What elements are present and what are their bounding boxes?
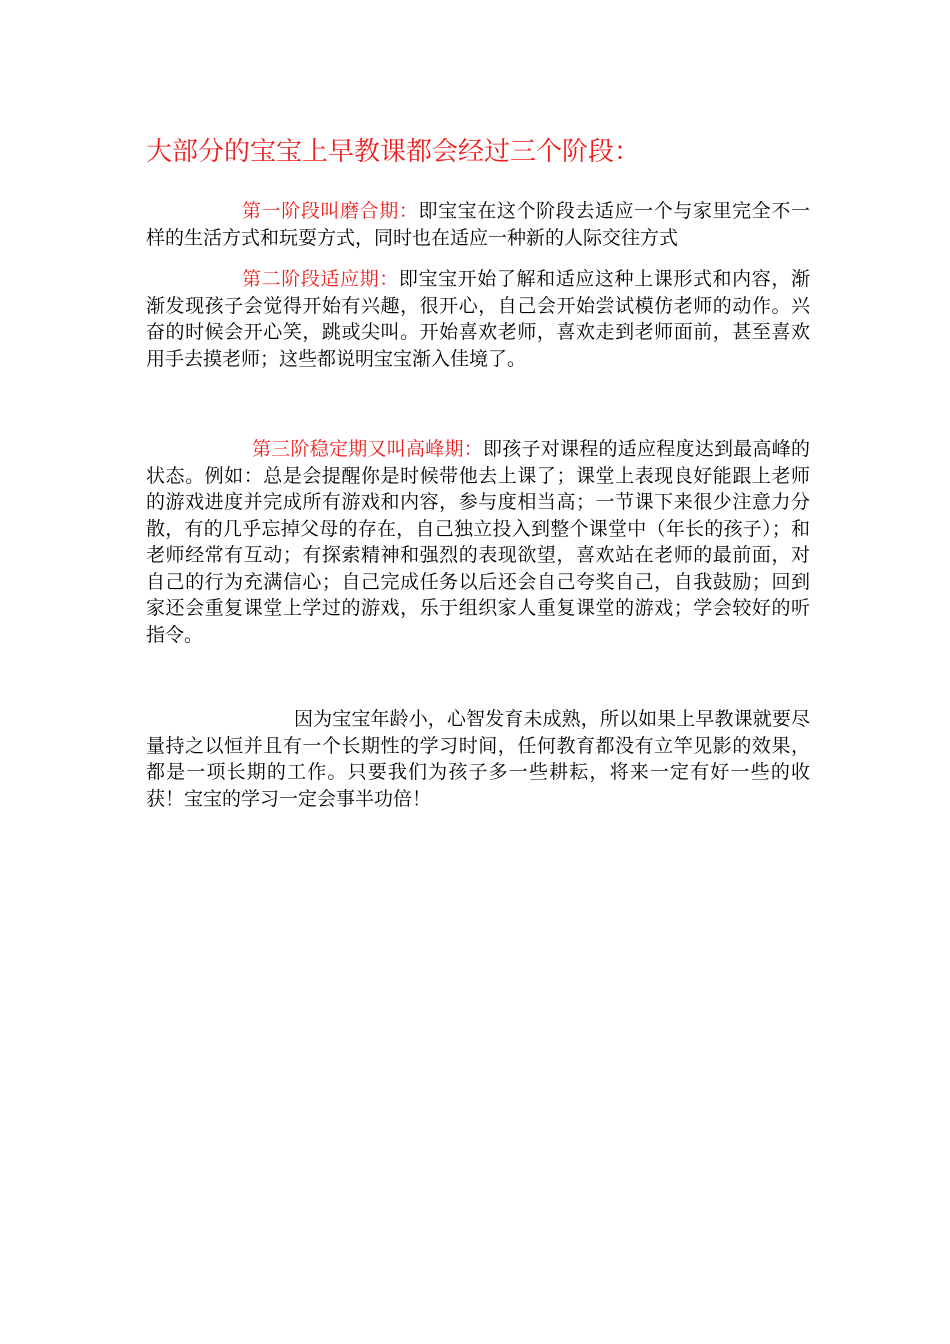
stage-2-paragraph: [146, 266, 810, 372]
stage-1-paragraph: [146, 198, 810, 251]
conclusion-paragraph: 因为宝宝年龄小，心智发育未成熟，所以如果上早教课就要尽量持之以恒并且有一个长期性的学习时间，任何教育都没有立竿见影的效果，都是一项长期的工作。只要我们为孩子多一些耕耘，将来一定有好一些的收获！宝宝的学习一定会事半功倍！: [146, 708, 810, 810]
stage-3-label: 第三阶稳定期又叫高峰期：: [252, 438, 483, 460]
stage-2-text: 即宝宝开始了解和适应这种上课形式和内容，渐渐发现孩子会觉得开始有兴趣，很开心，自己会开始尝试模仿老师的动作。兴奋的时候会开心笑，跳或尖叫。开始喜欢老师，喜欢走到老师面前，甚至喜欢用手去摸老师；这些都说明宝宝渐入佳境了。: [146, 268, 810, 370]
stage-1-text: 即宝宝在这个阶段去适应一个与家里完全不一样的生活方式和玩耍方式，同时也在适应一种新的人际交往方式: [146, 200, 810, 249]
stage-1-label: 第一阶段叫磨合期：: [242, 200, 419, 222]
document-heading: 大部分的宝宝上早教课都会经过三个阶段：: [146, 137, 641, 167]
stage-2-label: 第二阶段适应期：: [242, 268, 399, 290]
stage-3-text: 即孩子对课程的适应程度达到最高峰的状态。例如：总是会提醒你是时候带他去上课了；课堂上表现良好能跟上老师的游戏进度并完成所有游戏和内容，参与度相当高；一节课下来很少注意力分散，有的几乎忘掉父母的存在，自己独立投入到整个课堂中（年长的孩子）；和老师经常有互动；有探索精神和强烈的表现欲望，喜欢站在老师的最前面，对自己的行为充满信心；自己完成任务以后还会自己夸奖自己，自我鼓励；回到家还会重复课堂上学过的游戏，乐于组织家人重复课堂的游戏；学会较好的听指令。: [146, 438, 810, 646]
stage-3-paragraph: [146, 436, 810, 648]
